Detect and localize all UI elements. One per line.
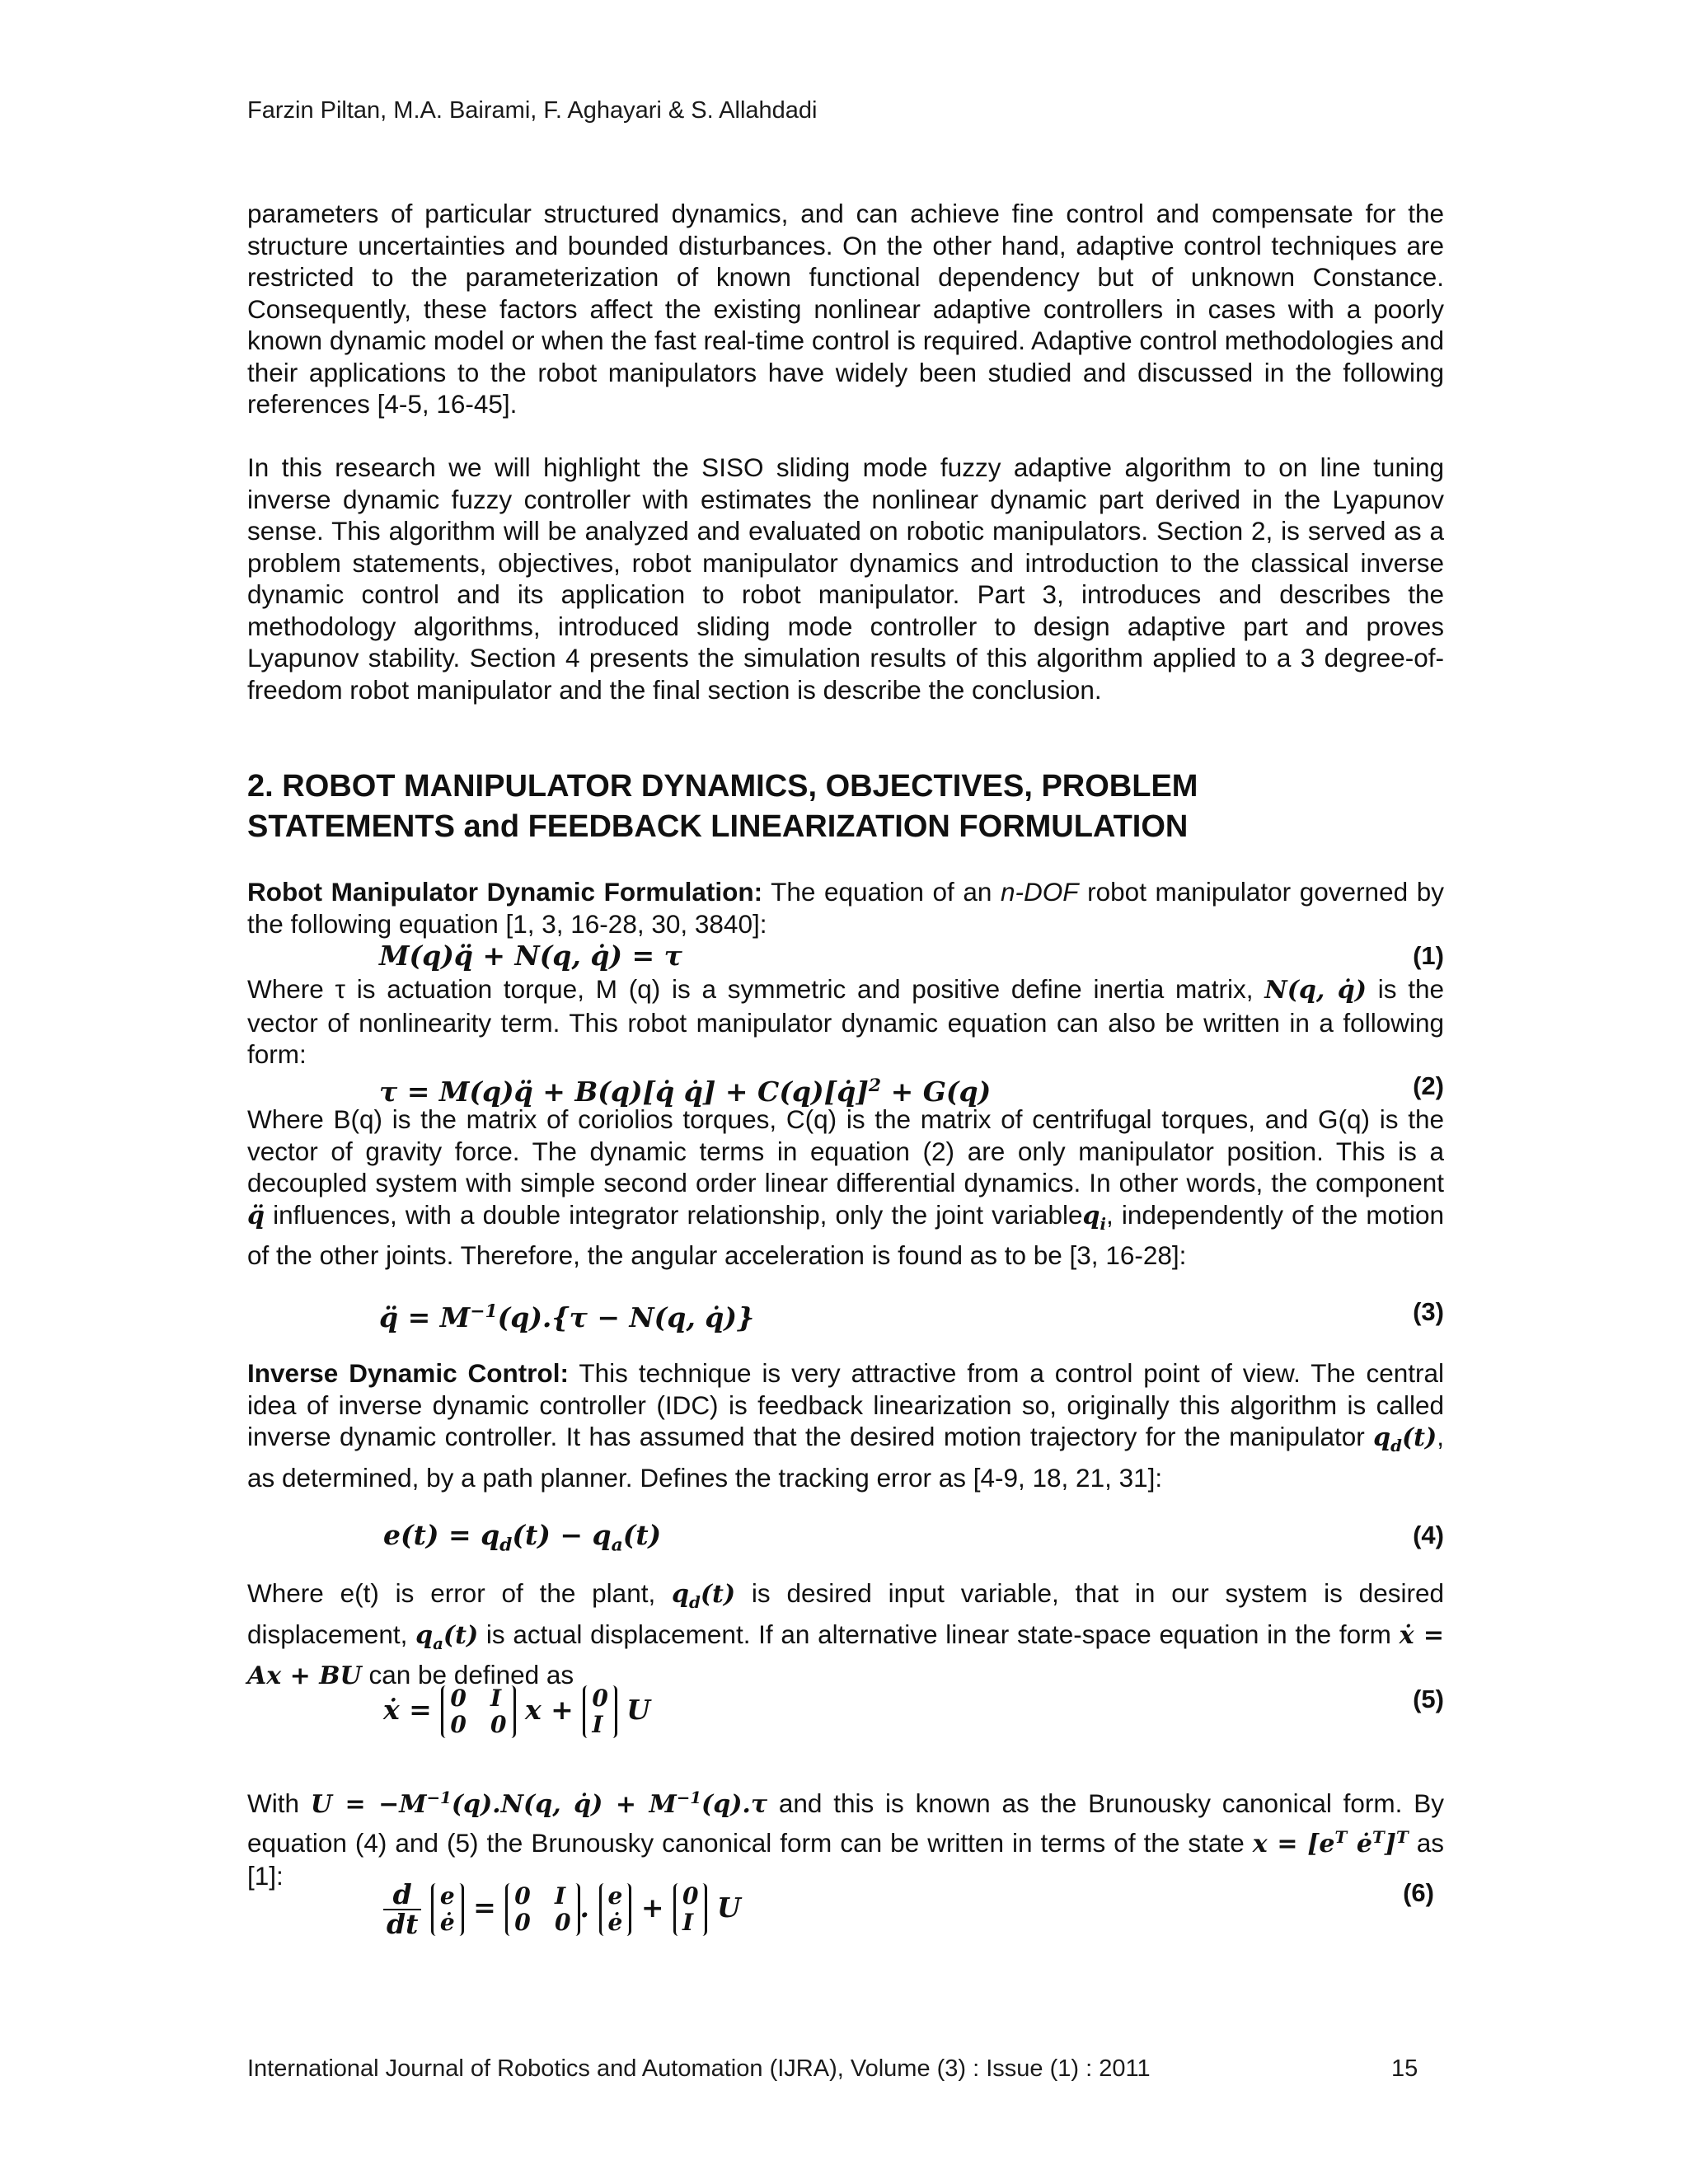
- subheading-inverse-dynamic-control: Inverse Dynamic Control:: [247, 1358, 570, 1388]
- tau-symbol: τ: [335, 974, 345, 1004]
- equation-3-line: [247, 1294, 1444, 1333]
- text-run: is actual displacement. If an alternative linear state-space equation in the form: [478, 1619, 1400, 1649]
- inline-math-n: N(q, q̇): [1264, 976, 1367, 1005]
- text-run: as [1]:: [247, 1827, 1444, 1891]
- page-number: 15: [1391, 2055, 1418, 2082]
- equation-1: M(q)q̈ + N(q, q̇) = τ: [379, 940, 682, 972]
- section-heading-line-1: 2. ROBOT MANIPULATOR DYNAMICS, OBJECTIVES, PROBLEM: [247, 769, 1198, 804]
- text-run: can be defined as: [361, 1660, 574, 1690]
- section-heading-line-2: STATEMENTS and FEEDBACK LINEARIZATION FORMULATION: [247, 809, 1189, 844]
- matrix-a: 0 I 0 0: [505, 1883, 579, 1936]
- text-run: , as determined, by a path planner. Defines the tracking error as [4-9, 18, 21, 31]:: [247, 1422, 1444, 1493]
- journal-footer: International Journal of Robotics and Automation (IJRA), Volume (3) : Issue (1) : 2011: [247, 2055, 1151, 2082]
- equation-2-number: (2): [1413, 1071, 1444, 1100]
- inline-math-qa: $q_a(t)$: [415, 1620, 479, 1653]
- text-run: Where e(t) is error of the plant,: [247, 1578, 673, 1608]
- text-run: This technique is very attractive from a control point of view. The central idea of inverse dynamic controller (IDC) is feedback linearization so, originally this algorithm is called inverse dynamic controller. It has assumed that the desired motion trajectory for the manipulator: [247, 1358, 1444, 1451]
- equation-1-line: [247, 938, 1444, 974]
- text-run: and this is known as the Brunousky canonical form. By equation (4) and (5) the Brunousky canonical form can be written in terms of the state: [247, 1788, 1444, 1858]
- paragraph-where-b: [247, 1104, 1444, 1272]
- matrix-state: e ė: [599, 1883, 632, 1936]
- inline-math-qddot: q̈: [247, 1201, 265, 1230]
- text-run: Where: [247, 974, 335, 1004]
- text-run: is the vector of nonlinearity term. This robot manipulator dynamic equation can also be written in a following form:: [247, 974, 1445, 1069]
- text-run: With: [247, 1788, 311, 1818]
- equation-5: ẋ = 0 I 0 0 x + 0 I U: [383, 1685, 651, 1738]
- text-run: influences, with a double integrator relationship, only the joint variable: [264, 1199, 1083, 1230]
- paragraph-intro-continued: parameters of particular structured dynamics, and can achieve fine control and compensate for the structure uncertainties and bounded disturbances. On the other hand, adaptive control techniques are restricted to the parameterization of known functional dependency but of unknown Constance. Consequently, these factors affect the existing nonlinear adaptive controllers in cases with a poorly known dynamic model or when the fast real-time control is required. Adaptive control methodologies and their applications to the robot manipulators have widely been studied and discussed in the following references [4-5, 16-45].: [247, 199, 1444, 419]
- paragraph-inverse-dynamic-control: [247, 1357, 1444, 1493]
- inline-math-u: $U = -M^{-1}(q).N(q$, q̇) + $M^{-1}(q).\tau$: [310, 1788, 768, 1819]
- derivative-fraction: $\frac{d}{dt}$: [383, 1881, 421, 1938]
- equation-6-line: [247, 1875, 1444, 1949]
- matrix-b: 0 I: [673, 1883, 707, 1936]
- equation-5-number: (5): [1413, 1685, 1444, 1713]
- equation-3-number: (3): [1413, 1297, 1444, 1326]
- inline-math-qd: $q_d(t)$: [672, 1580, 736, 1612]
- text-run: is desired input variable, that in our system is desired displacement,: [247, 1578, 1444, 1649]
- inline-math-state: $x = [e^T$ $ė^T]^T$: [1252, 1826, 1409, 1858]
- paragraph-research-outline: In this research we will highlight the SISO sliding mode fuzzy adaptive algorithm to on line tuning inverse dynamic fuzzy controller with estimates the nonlinear dynamic part derived in the Lyapunov sense. This algorithm will be analyzed and evaluated on robotic manipulators. Section 2, is served as a problem statements, objectives, robot manipulator dynamics and introduction to the classical inverse dynamic control and its application to robot manipulator. Part 3, introduces and describes the methodology algorithms, introduced sliding mode controller to design adaptive part and proves Lyapunov stability. Section 4 presents the simulation results of this algorithm applied to a 3 degree-of-freedom robot manipulator and the final section is describe the conclusion.: [247, 452, 1444, 705]
- equation-6: $\frac{d}{dt}$ e ė = 0 I 0 0 . e ė + 0 I U: [383, 1875, 741, 1941]
- equation-4-line: [247, 1517, 1444, 1554]
- inline-math-qd: $q_d(t)$: [1373, 1423, 1437, 1455]
- equation-2: τ = M(q)q̈ + B(q)[q̇ q̇] + C(q)[q̇]$^2$ + G(q): [379, 1076, 992, 1108]
- matrix-b: 0 I: [583, 1685, 617, 1738]
- paragraph-dynamic-formulation: [247, 876, 1444, 940]
- equation-1-number: (1): [1413, 941, 1444, 970]
- text-run: Where B(q) is the matrix of coriolios torques, C(q) is the matrix of centrifugal torques, and G(q) is the vector of gravity force. The dynamic terms in equation (2) are only manipulator position. This is a decoupled system with simple second order linear differential dynamics. In other words, the component: [247, 1104, 1444, 1197]
- running-header: Farzin Piltan, M.A. Bairami, F. Aghayari & S. Allahdadi: [247, 97, 818, 124]
- paragraph-where-error: [247, 1577, 1444, 1693]
- text-run: , independently of the motion of the other joints. Therefore, the angular acceleration is found as to be [3, 16-28]:: [247, 1199, 1444, 1270]
- equation-4: $e(t) = q_d(t) - q_a(t)$: [383, 1519, 662, 1556]
- text-run: robot manipulator governed by the following equation [1, 3, 16-28, 30, 3840]:: [247, 877, 1444, 939]
- subheading-dynamic-formulation: Robot Manipulator Dynamic Formulation:: [247, 877, 763, 907]
- text-run: is actuation torque, M (q) is a symmetric and positive define inertia matrix,: [345, 974, 1265, 1004]
- equation-6-number: (6): [1403, 1878, 1434, 1907]
- paragraph-where-tau: [247, 973, 1444, 1071]
- equation-3: q̈ = $M^{-1}(q).\{\tau - N(q$, q̇)}: [379, 1301, 755, 1333]
- ndof-term: n-DOF: [1001, 877, 1079, 907]
- inline-math-qi: $q_i$: [1082, 1201, 1106, 1234]
- section-2-heading: [247, 766, 1444, 847]
- text-run: The equation of an: [762, 877, 1001, 907]
- equation-4-number: (4): [1413, 1521, 1444, 1549]
- matrix-state: e ė: [431, 1883, 464, 1936]
- equation-5-line: [247, 1681, 1444, 1747]
- equation-2-line: [247, 1068, 1444, 1108]
- matrix-a: 0 I 0 0: [441, 1685, 515, 1738]
- inline-math-state-space: ẋ = Ax + BU: [247, 1620, 1444, 1690]
